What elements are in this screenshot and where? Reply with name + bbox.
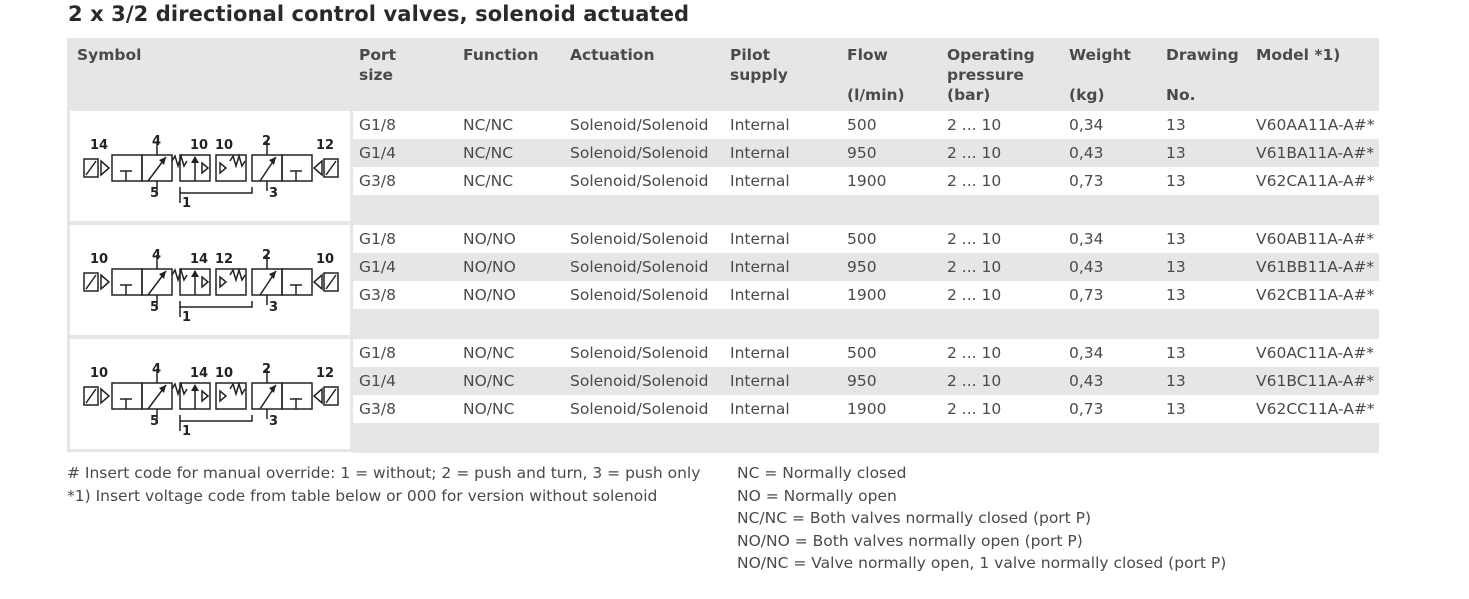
actuation-cell: Solenoid/Solenoid — [570, 400, 709, 418]
pressure-cell: 2 ... 10 — [947, 286, 1002, 304]
port-label: 2 — [262, 248, 272, 263]
legend-item: NO/NC = Valve normally open, 1 valve normally closed (port P) — [737, 554, 1227, 572]
model-cell: V62CC11A-A#* — [1256, 400, 1375, 418]
drawing-no-cell: 13 — [1166, 400, 1186, 418]
port-size-cell: G3/8 — [359, 400, 396, 418]
header-operating-pressure: Operating pressure (bar) — [947, 46, 1035, 104]
header-drawing-no: Drawing No. — [1166, 46, 1239, 104]
symbol-panel-no-no — [70, 225, 350, 335]
pilot-supply-cell: Internal — [730, 230, 790, 248]
weight-cell: 0,34 — [1069, 344, 1104, 362]
group-divider — [353, 195, 1379, 225]
drawing-no-cell: 13 — [1166, 286, 1186, 304]
header-port-size: Port size — [359, 46, 397, 84]
actuation-cell: Solenoid/Solenoid — [570, 230, 709, 248]
port-size-cell: G1/8 — [359, 230, 396, 248]
legend-item: NC/NC = Both valves normally closed (port P) — [737, 509, 1092, 527]
pilot-supply-cell: Internal — [730, 116, 790, 134]
port-label: 2 — [262, 362, 272, 377]
port-label: 10 — [215, 366, 234, 381]
function-cell: NC/NC — [463, 172, 514, 190]
port-size-cell: G1/4 — [359, 258, 396, 276]
port-label: 4 — [152, 134, 162, 149]
valve-symbol-no-no-icon — [70, 225, 350, 335]
actuation-cell: Solenoid/Solenoid — [570, 116, 709, 134]
actuation-cell: Solenoid/Solenoid — [570, 258, 709, 276]
header-pilot-supply: Pilot supply — [730, 46, 788, 84]
port-label: 10 — [316, 252, 335, 267]
function-cell: NC/NC — [463, 116, 514, 134]
weight-cell: 0,43 — [1069, 372, 1104, 390]
flow-cell: 500 — [847, 116, 877, 134]
model-cell: V61BC11A-A#* — [1256, 372, 1375, 390]
footnotes-left — [67, 462, 700, 507]
port-label: 4 — [152, 362, 162, 377]
page-title: 2 x 3/2 directional control valves, solenoid actuated — [68, 2, 690, 26]
port-label: 10 — [90, 252, 109, 267]
port-size-cell: G1/4 — [359, 372, 396, 390]
flow-cell: 500 — [847, 230, 877, 248]
port-label: 14 — [190, 252, 209, 267]
symbol-panel-nc-nc — [70, 111, 350, 221]
drawing-no-cell: 13 — [1166, 144, 1186, 162]
port-label: 10 — [190, 138, 209, 153]
model-cell: V62CB11A-A#* — [1256, 286, 1375, 304]
flow-cell: 950 — [847, 144, 877, 162]
valve-symbol-no-nc-icon — [70, 339, 350, 449]
pressure-cell: 2 ... 10 — [947, 258, 1002, 276]
table-row — [353, 367, 1379, 395]
flow-cell: 950 — [847, 258, 877, 276]
flow-cell: 500 — [847, 344, 877, 362]
model-cell: V62CA11A-A#* — [1256, 172, 1375, 190]
port-label: 4 — [152, 248, 162, 263]
drawing-no-cell: 13 — [1166, 172, 1186, 190]
table-row — [353, 225, 1379, 253]
flow-cell: 950 — [847, 372, 877, 390]
actuation-cell: Solenoid/Solenoid — [570, 286, 709, 304]
pressure-cell: 2 ... 10 — [947, 372, 1002, 390]
table-row — [353, 139, 1379, 167]
legend-item: NO/NO = Both valves normally open (port P) — [737, 531, 1083, 550]
header-weight: Weight (kg) — [1069, 46, 1131, 104]
weight-cell: 0,43 — [1069, 258, 1104, 276]
weight-cell: 0,73 — [1069, 400, 1104, 418]
pressure-cell: 2 ... 10 — [947, 344, 1002, 362]
weight-cell: 0,43 — [1069, 144, 1104, 162]
function-cell: NO/NC — [463, 344, 515, 362]
pilot-supply-cell: Internal — [730, 372, 790, 390]
actuation-cell: Solenoid/Solenoid — [570, 172, 709, 190]
pilot-supply-cell: Internal — [730, 172, 790, 190]
port-label: 10 — [215, 138, 234, 153]
abbreviation-legend — [737, 462, 1226, 575]
model-cell: V60AC11A-A#* — [1256, 344, 1375, 362]
header-function: Function — [463, 46, 539, 64]
pressure-cell: 2 ... 10 — [947, 144, 1002, 162]
footnote-manual-override: # Insert code for manual override: 1 = without; 2 = push and turn, 3 = push only — [67, 464, 701, 482]
header-symbol: Symbol — [77, 46, 142, 64]
weight-cell: 0,73 — [1069, 286, 1104, 304]
function-cell: NO/NO — [463, 286, 516, 304]
drawing-no-cell: 13 — [1166, 230, 1186, 248]
port-size-cell: G3/8 — [359, 172, 396, 190]
actuation-cell: Solenoid/Solenoid — [570, 144, 709, 162]
port-label: 3 — [269, 186, 279, 201]
port-label: 12 — [215, 252, 234, 267]
pressure-cell: 2 ... 10 — [947, 116, 1002, 134]
table-row — [353, 167, 1379, 195]
weight-cell: 0,34 — [1069, 230, 1104, 248]
pilot-supply-cell: Internal — [730, 286, 790, 304]
port-label: 12 — [316, 366, 335, 381]
table-row — [353, 339, 1379, 367]
table-row — [353, 253, 1379, 281]
drawing-no-cell: 13 — [1166, 258, 1186, 276]
port-label: 12 — [316, 138, 335, 153]
header-model: Model *1) — [1256, 46, 1341, 64]
function-cell: NC/NC — [463, 144, 514, 162]
port-label: 3 — [269, 414, 279, 429]
pressure-cell: 2 ... 10 — [947, 172, 1002, 190]
group-divider — [353, 309, 1379, 339]
pilot-supply-cell: Internal — [730, 400, 790, 418]
flow-cell: 1900 — [847, 286, 887, 304]
legend-item: NC = Normally closed — [737, 464, 907, 482]
port-size-cell: G1/8 — [359, 116, 396, 134]
port-size-cell: G3/8 — [359, 286, 396, 304]
group-divider — [353, 423, 1379, 453]
weight-cell: 0,73 — [1069, 172, 1104, 190]
valve-symbol-nc-nc-icon — [70, 111, 350, 221]
drawing-no-cell: 13 — [1166, 116, 1186, 134]
table-row — [353, 111, 1379, 139]
pressure-cell: 2 ... 10 — [947, 400, 1002, 418]
weight-cell: 0,34 — [1069, 116, 1104, 134]
drawing-no-cell: 13 — [1166, 344, 1186, 362]
actuation-cell: Solenoid/Solenoid — [570, 372, 709, 390]
actuation-cell: Solenoid/Solenoid — [570, 344, 709, 362]
port-label: 1 — [182, 424, 192, 439]
port-label: 14 — [90, 138, 109, 153]
pressure-cell: 2 ... 10 — [947, 230, 1002, 248]
port-label: 3 — [269, 300, 279, 315]
legend-item: NO = Normally open — [737, 486, 897, 505]
port-label: 1 — [182, 196, 192, 211]
model-cell: V61BB11A-A#* — [1256, 258, 1375, 276]
port-size-cell: G1/4 — [359, 144, 396, 162]
port-size-cell: G1/8 — [359, 344, 396, 362]
model-cell: V60AB11A-A#* — [1256, 230, 1375, 248]
header-actuation: Actuation — [570, 46, 655, 64]
table-row — [353, 281, 1379, 309]
symbol-panel-no-nc — [70, 339, 350, 449]
table-row — [353, 395, 1379, 423]
function-cell: NO/NO — [463, 230, 516, 248]
footnote-voltage-code: *1) Insert voltage code from table below or 000 for version without solenoid — [67, 486, 658, 505]
port-label: 1 — [182, 310, 192, 325]
port-label: 10 — [90, 366, 109, 381]
port-label: 5 — [150, 300, 160, 315]
pilot-supply-cell: Internal — [730, 258, 790, 276]
pilot-supply-cell: Internal — [730, 344, 790, 362]
port-label: 5 — [150, 186, 160, 201]
header-flow: Flow (l/min) — [847, 46, 905, 104]
pilot-supply-cell: Internal — [730, 144, 790, 162]
port-label: 5 — [150, 414, 160, 429]
drawing-no-cell: 13 — [1166, 372, 1186, 390]
function-cell: NO/NC — [463, 372, 515, 390]
model-cell: V60AA11A-A#* — [1256, 116, 1375, 134]
port-label: 14 — [190, 366, 209, 381]
port-label: 2 — [262, 134, 272, 149]
flow-cell: 1900 — [847, 172, 887, 190]
model-cell: V61BA11A-A#* — [1256, 144, 1375, 162]
flow-cell: 1900 — [847, 400, 887, 418]
function-cell: NO/NO — [463, 258, 516, 276]
function-cell: NO/NC — [463, 400, 515, 418]
